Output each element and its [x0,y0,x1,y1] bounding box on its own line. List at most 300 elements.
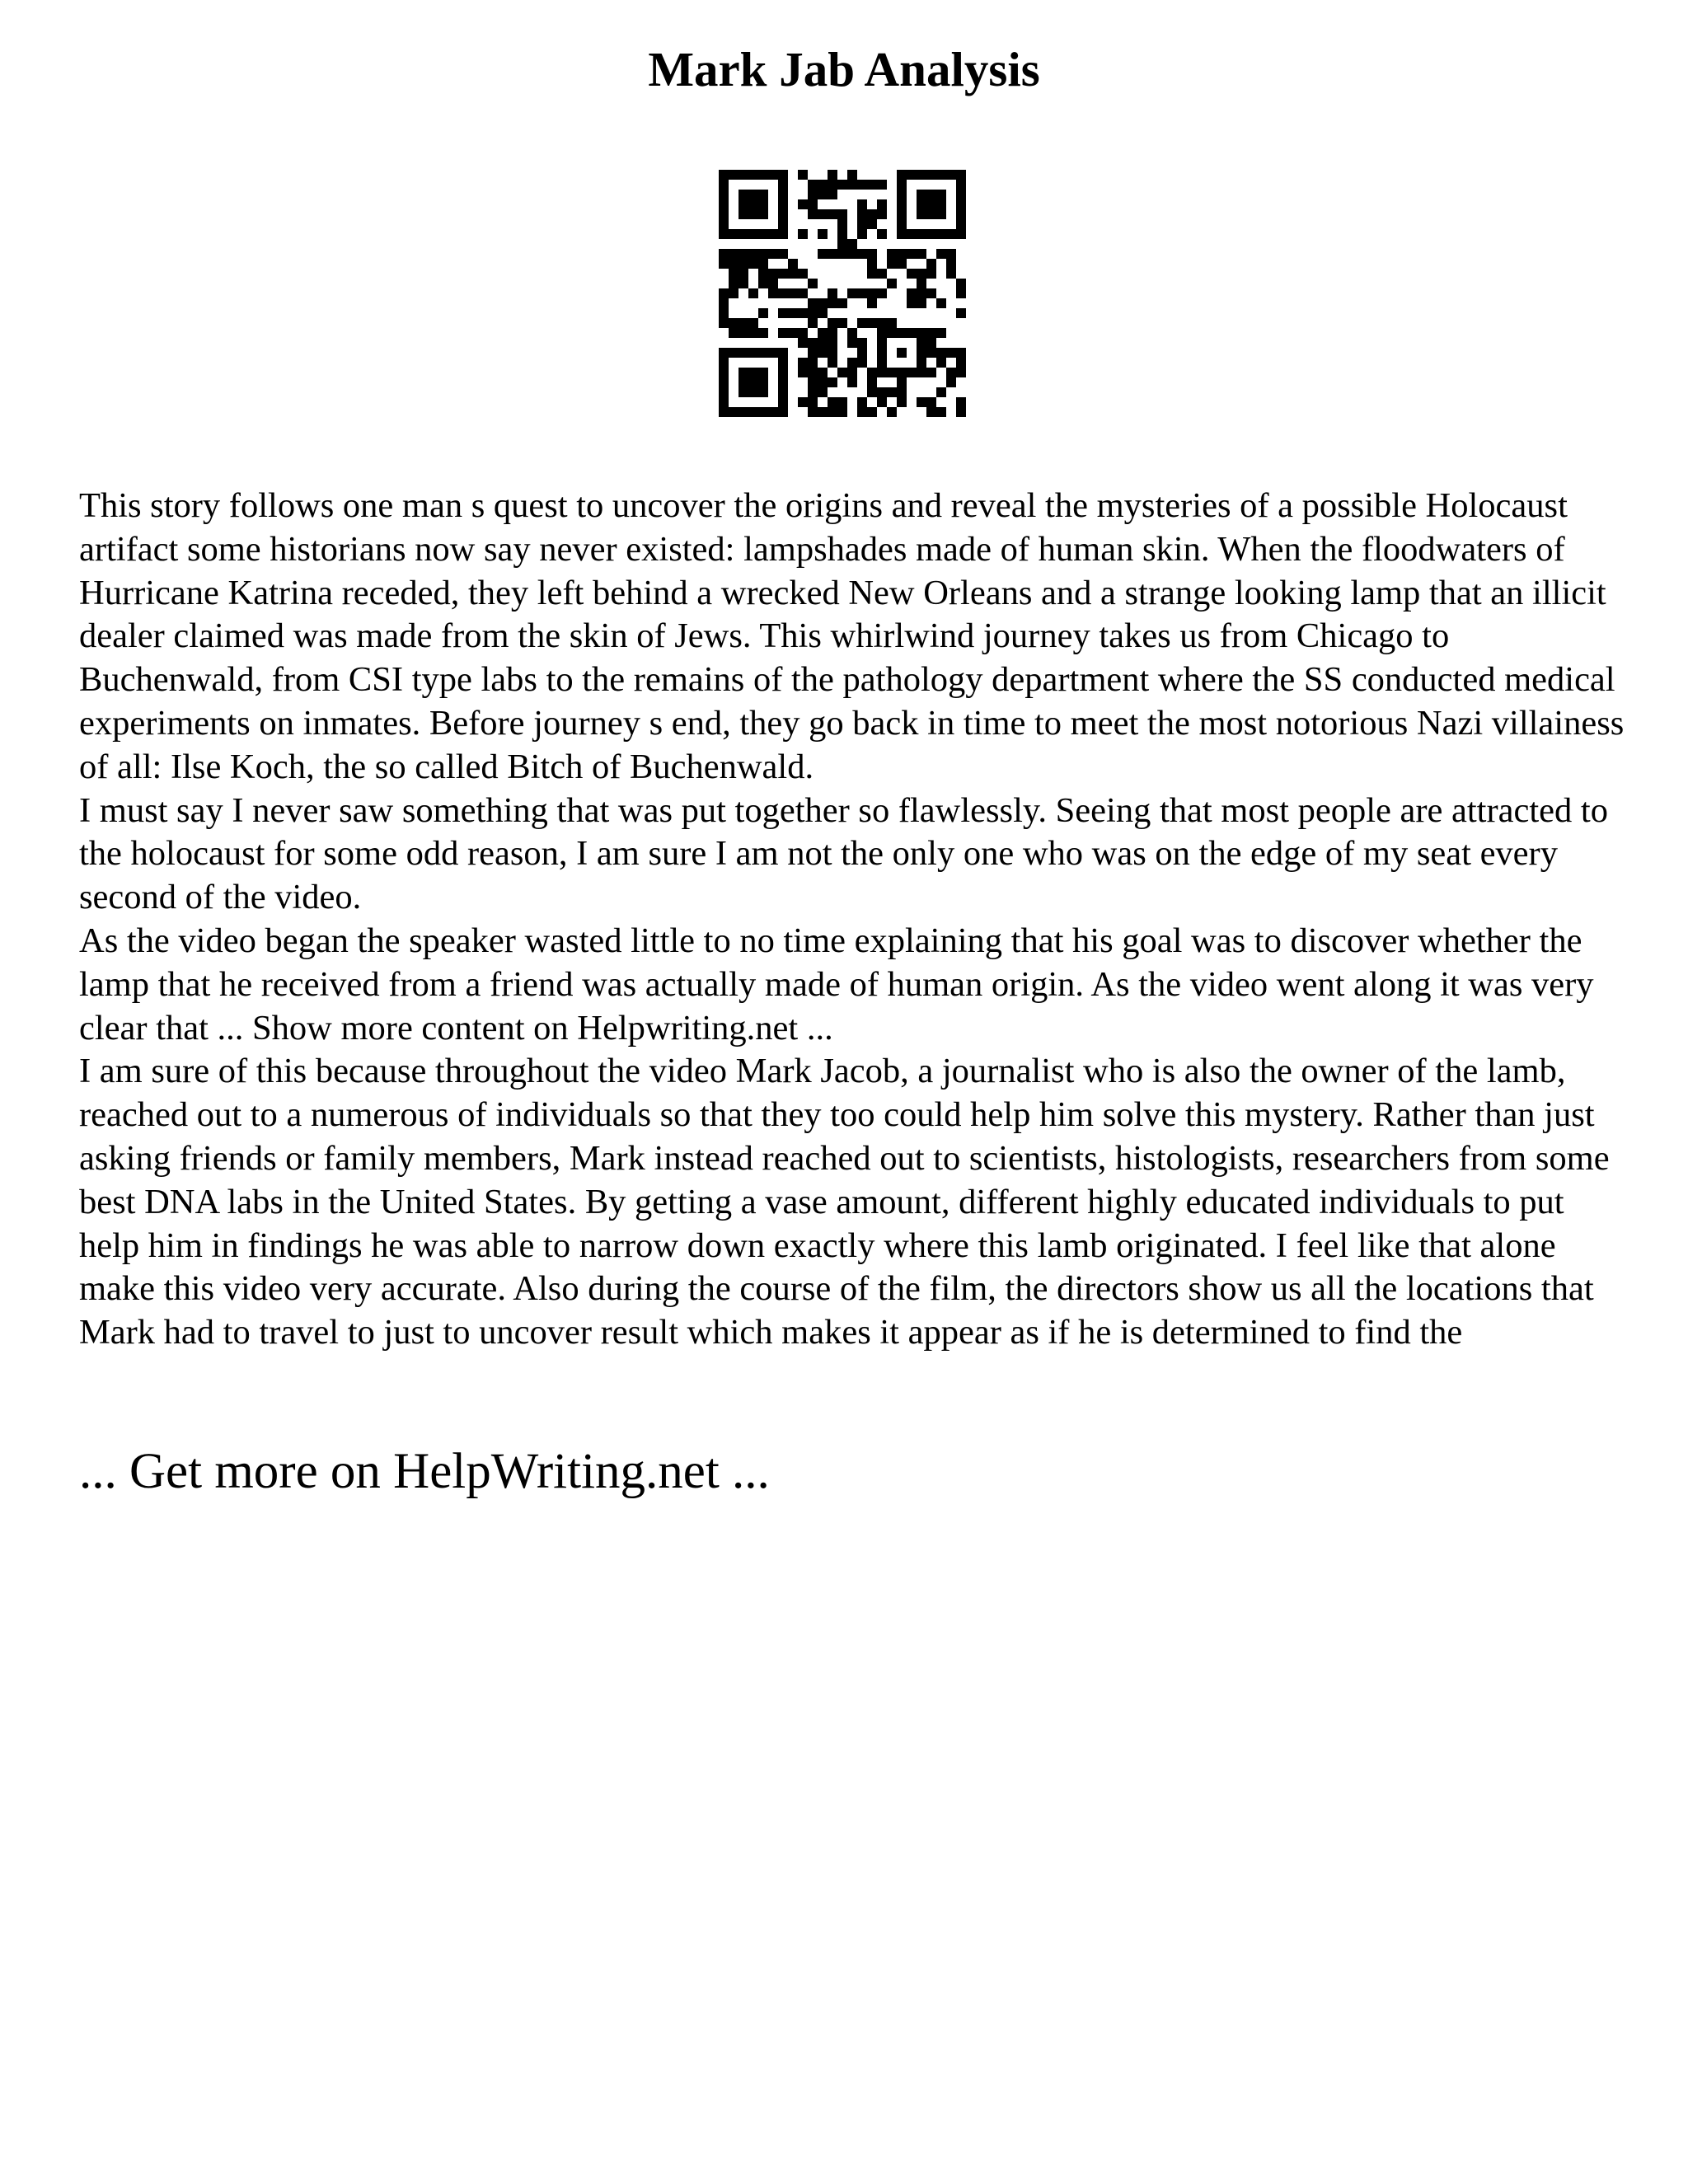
qr-module [877,229,887,239]
qr-module [837,318,847,328]
qr-module [768,288,778,298]
qr-module [877,328,887,338]
qr-module [748,387,758,397]
qr-module [926,199,936,209]
qr-module [778,219,788,229]
qr-module [828,358,837,368]
qr-module [768,279,778,288]
qr-module [719,209,729,219]
qr-module [818,298,828,308]
qr-module [917,199,926,209]
qr-module [818,368,828,377]
qr-module [936,199,946,209]
qr-module [828,318,837,328]
qr-module [956,407,966,417]
qr-module [917,170,926,180]
qr-module [837,239,847,249]
qr-module [808,279,818,288]
paragraph-video-start: As the video began the speaker wasted little to no time explaining that his goal was to discover whether the lamp that he received from a friend was actually made of human origin. As the video went along it was very clear that ... Show more content on Helpwriting.net ... [79,921,1594,1047]
qr-module [748,318,758,328]
qr-module [897,219,907,229]
qr-module [719,368,729,377]
qr-module [729,279,738,288]
qr-module [857,407,867,417]
qr-module [798,368,808,377]
qr-module [887,328,897,338]
qr-module [926,229,936,239]
qr-module [917,368,926,377]
qr-module [828,377,837,387]
qr-module [719,249,729,259]
qr-module [828,397,837,407]
qr-module [748,348,758,358]
qr-module [808,397,818,407]
qr-module [738,328,748,338]
qr-module [867,377,877,387]
qr-module [758,259,768,269]
qr-module [798,308,808,318]
qr-module [798,288,808,298]
qr-module [926,348,936,358]
qr-module [926,269,936,279]
qr-module [738,249,748,259]
qr-module [926,259,936,269]
qr-module [748,229,758,239]
qr-module [818,338,828,348]
qr-module [788,259,798,269]
qr-module [738,348,748,358]
qr-module [738,387,748,397]
get-more-link[interactable]: ... Get more on HelpWriting.net ... [79,1444,770,1499]
qr-module [738,170,748,180]
qr-module [719,199,729,209]
qr-module [847,377,857,387]
qr-module [897,259,907,269]
qr-module [946,368,956,377]
qr-module [738,377,748,387]
qr-module [729,170,738,180]
qr-module [907,288,917,298]
qr-module [758,279,768,288]
qr-module [719,387,729,397]
qr-module [818,328,828,338]
qr-module [857,209,867,219]
qr-module [738,229,748,239]
qr-module [877,209,887,219]
qr-module [818,249,828,259]
qr-module [738,190,748,199]
qr-module [956,229,966,239]
qr-module [758,407,768,417]
qr-module [887,407,897,417]
qr-module [758,249,768,259]
qr-module [758,209,768,219]
qr-module [847,368,857,377]
qr-module [837,368,847,377]
qr-module [738,407,748,417]
qr-module [828,209,837,219]
qr-module [887,259,897,269]
qr-module [936,249,946,259]
qr-module [808,407,818,417]
qr-module [837,229,847,239]
qr-module [837,397,847,407]
qr-module [738,318,748,328]
qr-module [808,338,818,348]
qr-module [778,209,788,219]
qr-module [897,348,907,358]
qr-module [818,387,828,397]
qr-module [887,249,897,259]
qr-module [828,348,837,358]
qr-module [877,269,887,279]
qr-module [828,338,837,348]
qr-module [719,298,729,308]
qr-module [828,288,837,298]
qr-module [887,368,897,377]
qr-module [837,249,847,259]
qr-module [748,407,758,417]
qr-module [917,397,926,407]
qr-module [719,318,729,328]
qr-module [907,269,917,279]
qr-module [719,180,729,190]
qr-module [778,180,788,190]
qr-module [778,190,788,199]
qr-module [867,259,877,269]
qr-module [837,209,847,219]
qr-module [867,298,877,308]
qr-module [847,338,857,348]
qr-module [808,377,818,387]
qr-module [818,180,828,190]
qr-module [847,358,857,368]
qr-module [719,170,729,180]
qr-module [748,328,758,338]
qr-module [778,249,788,259]
qr-module [907,249,917,259]
qr-module [808,190,818,199]
qr-module [837,407,847,417]
qr-module [936,358,946,368]
qr-module [936,348,946,358]
qr-module [719,407,729,417]
qr-module [956,199,966,209]
qr-module [778,308,788,318]
qr-module [808,199,818,209]
qr-module [867,387,877,397]
qr-module [926,209,936,219]
qr-module [719,259,729,269]
qr-module [847,170,857,180]
qr-module [719,308,729,318]
qr-module [847,249,857,259]
qr-module [748,209,758,219]
paragraph-opinion: I must say I never saw something that was put together so flawlessly. Seeing that most people are attracted to the holocaust for some odd reason, I am sure I am not the only one who was on the edge of my seat every second of the video. [79,790,1608,917]
qr-module [956,279,966,288]
qr-module [768,170,778,180]
qr-module [917,328,926,338]
qr-module [917,269,926,279]
qr-module [867,288,877,298]
qr-module [877,358,887,368]
qr-module [877,199,887,209]
qr-module [778,397,788,407]
qr-module [936,298,946,308]
qr-module [956,308,966,318]
qr-module [867,219,877,229]
qr-module [778,170,788,180]
qr-module [926,328,936,338]
qr-module [818,229,828,239]
qr-module [936,407,946,417]
qr-module [748,249,758,259]
qr-module [778,328,788,338]
qr-module [798,338,808,348]
qr-module [936,209,946,219]
qr-module [818,209,828,219]
qr-module [788,328,798,338]
qr-module [828,170,837,180]
qr-module [778,269,788,279]
qr-module [818,348,828,358]
qr-module [926,368,936,377]
qr-module [808,308,818,318]
qr-module [798,170,808,180]
qr-module [847,180,857,190]
qr-module [877,318,887,328]
qr-module [926,338,936,348]
qr-module [907,368,917,377]
qr-module [907,298,917,308]
qr-module [808,298,818,308]
qr-module [719,348,729,358]
qr-module [907,170,917,180]
qr-module [847,328,857,338]
qr-module [897,209,907,219]
qr-module [808,358,818,368]
qr-module [818,407,828,417]
qr-module [897,387,907,397]
qr-module [917,229,926,239]
page-title: Mark Jab Analysis [648,42,1040,96]
qr-module [758,368,768,377]
qr-module [748,259,758,269]
qr-module [946,229,956,239]
qr-module [719,377,729,387]
qr-module [729,259,738,269]
qr-module [926,407,936,417]
qr-module [808,348,818,358]
paragraph-intro: This story follows one man s quest to uncover the origins and reveal the mysteries of a possible Holocaust artifact some historians now say never existed: lampshades made of human skin. When the floodwaters of Hurricane Katrina receded, they left behind a wrecked New Orleans and a strange looking lamp that an illicit dealer claimed was made from the skin of Jews. This whirlwind journey takes us from Chicago to Buchenwald, from CSI type labs to the remains of the pathology department where the SS conducted medical experiments on inmates. Before journey s end, they go back in time to meet the most notorious Nazi villainess of all: Ilse Koch, the so called Bitch of Buchenwald. [79,486,1625,786]
qr-module [758,199,768,209]
qr-module [778,348,788,358]
qr-module [847,239,857,249]
qr-module [738,209,748,219]
qr-module [837,180,847,190]
qr-module [917,209,926,219]
qr-module [897,170,907,180]
qr-module [729,328,738,338]
qr-module [738,199,748,209]
qr-module [778,377,788,387]
qr-module [857,318,867,328]
qr-module [877,348,887,358]
qr-module [748,170,758,180]
qr-module [758,348,768,358]
qr-module [758,387,768,397]
qr-module [828,249,837,259]
qr-module [857,249,867,259]
qr-module [857,229,867,239]
qr-module [887,387,897,397]
qr-module [917,298,926,308]
qr-module [758,308,768,318]
qr-module [897,368,907,377]
qr-module [956,209,966,219]
qr-module [936,328,946,338]
qr-module [738,368,748,377]
qr-module [877,387,887,397]
qr-module [748,368,758,377]
qr-module [926,170,936,180]
qr-module [768,348,778,358]
qr-module [897,199,907,209]
qr-module [917,338,926,348]
qr-module [917,279,926,288]
qr-module [729,269,738,279]
qr-module [758,328,768,338]
qr-module [907,328,917,338]
qr-module [729,407,738,417]
qr-module [926,190,936,199]
qr-module [828,407,837,417]
qr-module [788,269,798,279]
qr-module [946,170,956,180]
qr-module [867,269,877,279]
qr-module [729,249,738,259]
qr-module [798,229,808,239]
qr-module [956,348,966,358]
qr-module [936,229,946,239]
qr-module [818,308,828,318]
qr-module [738,279,748,288]
qr-module [877,368,887,377]
qr-module [798,269,808,279]
qr-module [719,397,729,407]
qr-module [808,368,818,377]
qr-module [719,190,729,199]
qr-module [956,368,966,377]
qr-module [897,190,907,199]
qr-module [818,190,828,199]
qr-module [867,407,877,417]
qr-module [768,249,778,259]
qr-module [798,358,808,368]
qr-module [758,170,768,180]
qr-module [877,180,887,190]
qr-module [758,377,768,387]
qr-module [867,180,877,190]
qr-module [867,249,877,259]
qr-module [917,358,926,368]
qr-module [798,397,808,407]
qr-module [729,318,738,328]
qr-module [887,318,897,328]
qr-module [936,170,946,180]
qr-module [867,368,877,377]
qr-module [729,348,738,358]
qr-module [758,229,768,239]
qr-module [778,229,788,239]
qr-module [808,209,818,219]
qr-module [877,338,887,348]
qr-module [867,209,877,219]
qr-module [808,180,818,190]
qr-module [897,229,907,239]
qr-module [946,377,956,387]
qr-module [798,328,808,338]
qr-module [956,170,966,180]
qr-module [778,368,788,377]
qr-module [768,269,778,279]
qr-module [956,358,966,368]
qr-module [877,397,887,407]
qr-module [837,219,847,229]
qr-module [897,180,907,190]
qr-code-icon [719,170,966,417]
qr-module [748,199,758,209]
qr-module [946,348,956,358]
qr-module [778,407,788,417]
qr-module [818,377,828,387]
qr-module [828,190,837,199]
qr-module [936,190,946,199]
qr-module [828,328,837,338]
qr-module [917,288,926,298]
qr-module [719,358,729,368]
qr-module [907,229,917,239]
qr-module [946,269,956,279]
qr-module [837,298,847,308]
qr-module [808,318,818,328]
qr-module [857,219,867,229]
qr-module [719,229,729,239]
qr-module [808,387,818,397]
qr-module [956,180,966,190]
qr-module [778,199,788,209]
qr-module [956,190,966,199]
qr-module [738,259,748,269]
qr-module [857,180,867,190]
qr-module [956,397,966,407]
qr-module [738,269,748,279]
qr-module [748,190,758,199]
qr-module [758,190,768,199]
qr-module [926,397,936,407]
article-body [79,485,1629,1355]
qr-module [778,358,788,368]
qr-module [748,377,758,387]
qr-module [946,259,956,269]
qr-module [778,387,788,397]
qr-module [936,387,946,397]
qr-module [857,288,867,298]
qr-module [729,229,738,239]
qr-module [946,249,956,259]
qr-module [758,269,768,279]
qr-module [956,288,966,298]
